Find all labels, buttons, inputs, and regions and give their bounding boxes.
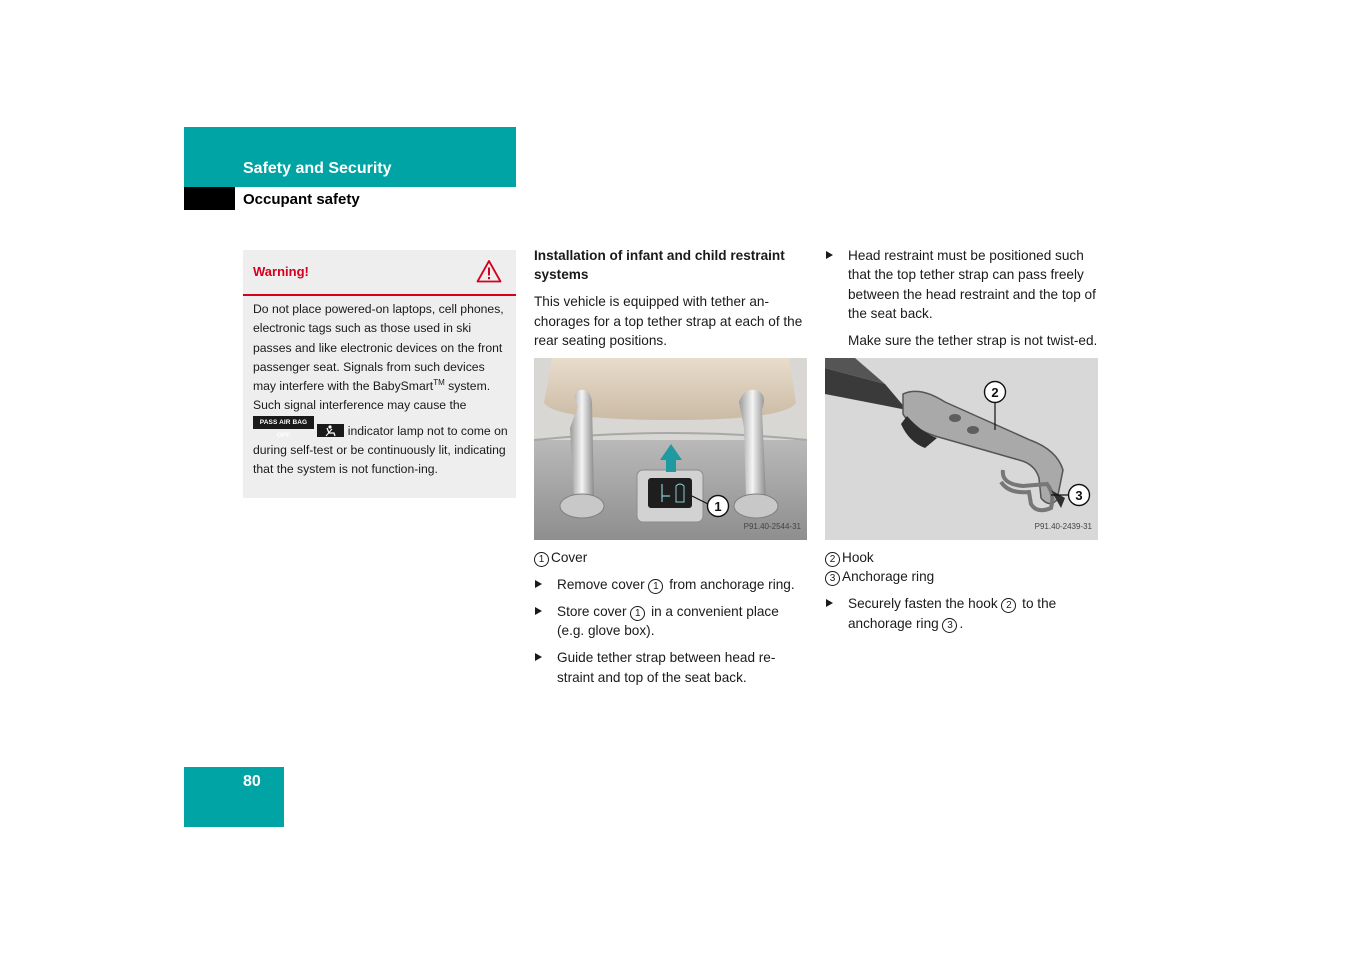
installation-intro: This vehicle is equipped with tether an-chorages for a top tether strap at each of the rear seating positions. bbox=[534, 294, 803, 349]
legend-number: 3 bbox=[825, 571, 840, 586]
step-store-cover bbox=[534, 602, 809, 641]
step-text: Remove cover bbox=[557, 577, 649, 593]
warning-text bbox=[253, 300, 509, 480]
step-remove-cover bbox=[534, 575, 809, 594]
step-text: from anchorage ring. bbox=[665, 577, 795, 593]
step-text: Store cover bbox=[557, 604, 631, 620]
warning-header bbox=[243, 250, 516, 296]
step-text: Securely fasten the hook bbox=[848, 596, 1002, 612]
pass-air-bag-off-lamp-icon: PASS AIR BAG OFF bbox=[253, 416, 314, 429]
warning-box bbox=[243, 250, 516, 498]
inline-number: 3 bbox=[942, 618, 957, 633]
legend-text: Hook bbox=[842, 549, 874, 565]
step-fasten-hook bbox=[825, 594, 1100, 633]
section-header-bar bbox=[184, 127, 516, 187]
child-seat-lamp-icon bbox=[317, 424, 344, 437]
warning-text-part-1: Do not place powered-on laptops, cell phones, electronic tags such as those used in ski passes and like electronic devices on the front passenger seat. Signals from such devices may interfere with the BabySmart bbox=[253, 302, 504, 394]
step-guide-strap: Guide tether strap between head re-straint and top of the seat back. bbox=[534, 648, 809, 687]
callout-1: 1 bbox=[714, 498, 722, 514]
subsection-marker bbox=[184, 187, 235, 210]
inline-number: 1 bbox=[630, 606, 645, 621]
figure-tether-hook bbox=[825, 358, 1098, 540]
subsection-title: Occupant safety bbox=[243, 191, 360, 208]
legend-number: 1 bbox=[534, 552, 549, 567]
page-number-box bbox=[184, 767, 284, 827]
legend-cover bbox=[534, 548, 809, 567]
warning-text-part-3: indicator lamp not to come on during self-test or be continuously lit, indicating that the system is not function-ing. bbox=[253, 423, 508, 477]
legend-anchorage-ring bbox=[825, 567, 1100, 586]
tether-hook-illustration bbox=[825, 358, 1098, 540]
section-title: Safety and Security bbox=[243, 160, 392, 177]
warning-label: Warning! bbox=[253, 264, 309, 279]
head-restraint-illustration bbox=[534, 358, 807, 540]
warning-triangle-icon bbox=[476, 259, 502, 283]
note-strap-not-twisted: Make sure the tether strap is not twist-ed. bbox=[848, 333, 1098, 349]
inline-number: 2 bbox=[1001, 598, 1016, 613]
step-head-restraint-position: Head restraint must be positioned such that the top tether strap can pass freely between the head restraint and the top of the seat back. bbox=[825, 246, 1100, 324]
warning-text-part-2: system. Such signal interference may cause the bbox=[253, 379, 491, 413]
step-text: . bbox=[959, 615, 964, 631]
legend-text: Anchorage ring bbox=[842, 569, 935, 585]
legend-number: 2 bbox=[825, 552, 840, 567]
legend-text: Cover bbox=[551, 549, 588, 565]
column-tether bbox=[825, 246, 1100, 641]
figure-code: P91.40-2439-31 bbox=[1034, 522, 1092, 532]
column-installation bbox=[534, 246, 809, 695]
step-text: in a convenient place (e.g. glove box). bbox=[557, 604, 779, 639]
step-text: to the anchorage ring bbox=[848, 596, 1057, 631]
installation-heading: Installation of infant and child restraint systems bbox=[534, 248, 785, 283]
figure-code: P91.40-2544-31 bbox=[743, 522, 801, 532]
trademark-sup: TM bbox=[433, 378, 445, 388]
callout-2: 2 bbox=[991, 384, 999, 400]
figure-head-restraint bbox=[534, 358, 807, 540]
legend-hook bbox=[825, 548, 1100, 567]
inline-number: 1 bbox=[648, 579, 663, 594]
callout-3: 3 bbox=[1075, 487, 1083, 503]
page-number: 80 bbox=[243, 773, 261, 790]
